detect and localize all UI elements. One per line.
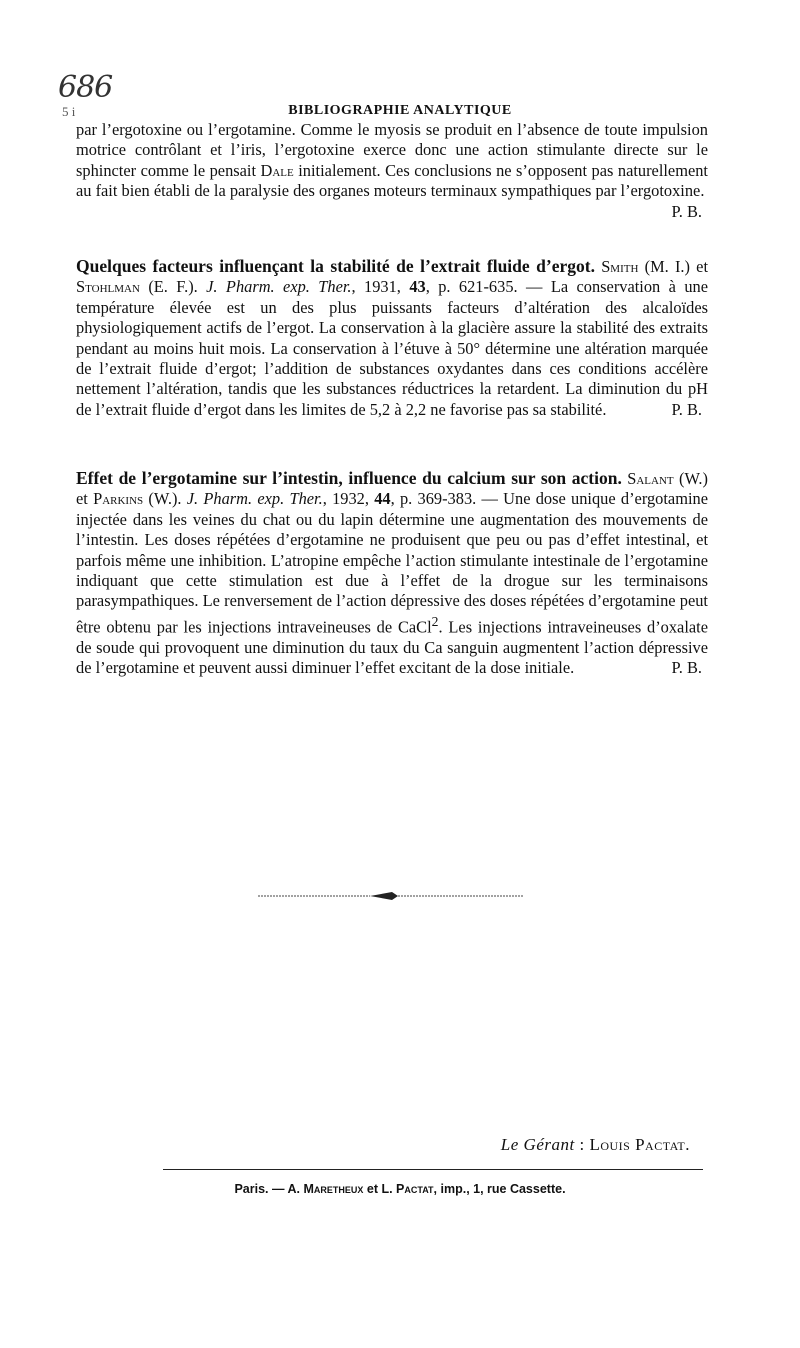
abstract-entry (76, 256, 708, 420)
citation-pages: , p. 369-383. (390, 489, 477, 509)
imprint-name: Maretheux (303, 1182, 364, 1196)
imprint-name: Pactat (396, 1182, 434, 1196)
author-name: Smith (601, 257, 639, 276)
footer-rule (163, 1169, 703, 1170)
ornament-divider (258, 889, 524, 903)
abstract-entry (76, 468, 708, 679)
citation-volume: 43 (409, 277, 426, 297)
author-name: Salant (627, 469, 674, 488)
author-initials: (W.) et (76, 469, 708, 509)
author-initials: (E. F.). (139, 277, 207, 297)
citation-year: , 1932, (322, 489, 375, 509)
imprint-text: , imp., 1, rue Cassette. (433, 1182, 566, 1196)
author-initials: (W.). (143, 489, 187, 509)
gerant-name: Louis Pactat. (589, 1135, 690, 1154)
citation-pages: , p. 621-635. (425, 277, 518, 297)
author-name: Stohlman (76, 277, 140, 297)
paragraph-text: initialement. Ces conclusions ne s’opposent pas naturellement au fait bien établi de la paralysie des organes moteurs terminaux sympathiques par l’ergotoxine. (76, 160, 708, 201)
imprint-text: et L. (363, 1182, 397, 1196)
superscript: 2 (431, 613, 439, 629)
author-name: Dale (260, 160, 294, 180)
gerant-line (0, 1135, 690, 1155)
gerant-label: Le Gérant (500, 1135, 575, 1154)
gerant-separator: : (574, 1135, 590, 1154)
entry-text: — La conservation à une température élevée est un des plus puissants facteurs d’altération des alcaloïdes physiologiquement actifs de l’ergot. La conservation à la glacière assure la stabilité des extraits pendant au moins huit mois. La conservation à l’étuve à 50° détermine une altération marquée de l’extrait fluide d’ergot; l’addition de substances oxydantes dans ces conditions accélère nettement l’altération, tandis que les substances réductrices la retardent. La diminution du pH de l’extrait fluide d’ergot dans les limites de 5,2 à 2,2 ne favorise pas sa stabilité. (76, 277, 708, 419)
journal-name: J. Pharm. exp. Ther. (206, 277, 352, 297)
paragraph-continuation (76, 120, 708, 222)
entry-title: Quelques facteurs influençant la stabilité de l’extrait fluide d’ergot. (76, 256, 595, 276)
journal-name: J. Pharm. exp. Ther. (186, 489, 323, 509)
paragraph-text: par l’ergotoxine ou l’ergotamine. Comme le myosis se produit en l’absence de toute impulsion motrice contrôlant et l’iris, l’ergotoxine exerce donc une action stimulante directe sur le sphincter comme le pensait (76, 120, 708, 180)
entry-title: Effet de l’ergotamine sur l’intestin, influence du calcium sur son action. (76, 468, 622, 488)
author-name: Parkins (93, 489, 144, 509)
author-initials: (M. I.) et (638, 257, 709, 276)
imprint-text: Paris. — A. (234, 1182, 304, 1196)
citation-year: , 1931, (351, 277, 410, 297)
printer-imprint (0, 1182, 800, 1196)
entry-text: — Une dose unique d’ergotamine injectée dans les veines du chat ou du lapin détermine une augmentation des mouvements de l’intestin. Les doses répétées d’ergotamine ne produisent que peu ou pas d’effet intestinal, et parfois même une inhibition. L’atropine empêche l’action stimulante intestinale de l’ergotamine indiquant que cette stimulation est due à l’effet de la drogue sur les terminaisons parasympathiques. Le renversement de l’action dépressive des doses répétées d’ergotamine peut être obtenu par les injections intraveineuses de CaCl (76, 489, 708, 637)
running-head: BIBLIOGRAPHIE ANALYTIQUE (288, 103, 512, 118)
citation-volume: 44 (374, 489, 391, 509)
signature: P. B. (671, 201, 702, 221)
page-number: 5 i (62, 104, 76, 119)
signature: P. B. (671, 658, 702, 678)
entry-text: . Les injections intraveineuses d’oxalate de soude qui provoquent une diminution du taux du Ca sanguin augmentent l’action dépressive de l’ergotamine et peuvent aussi diminuer l’effet excitant de la dose initiale. (76, 617, 708, 678)
handwritten-page-number: 686 (58, 70, 113, 105)
signature: P. B. (671, 399, 702, 419)
